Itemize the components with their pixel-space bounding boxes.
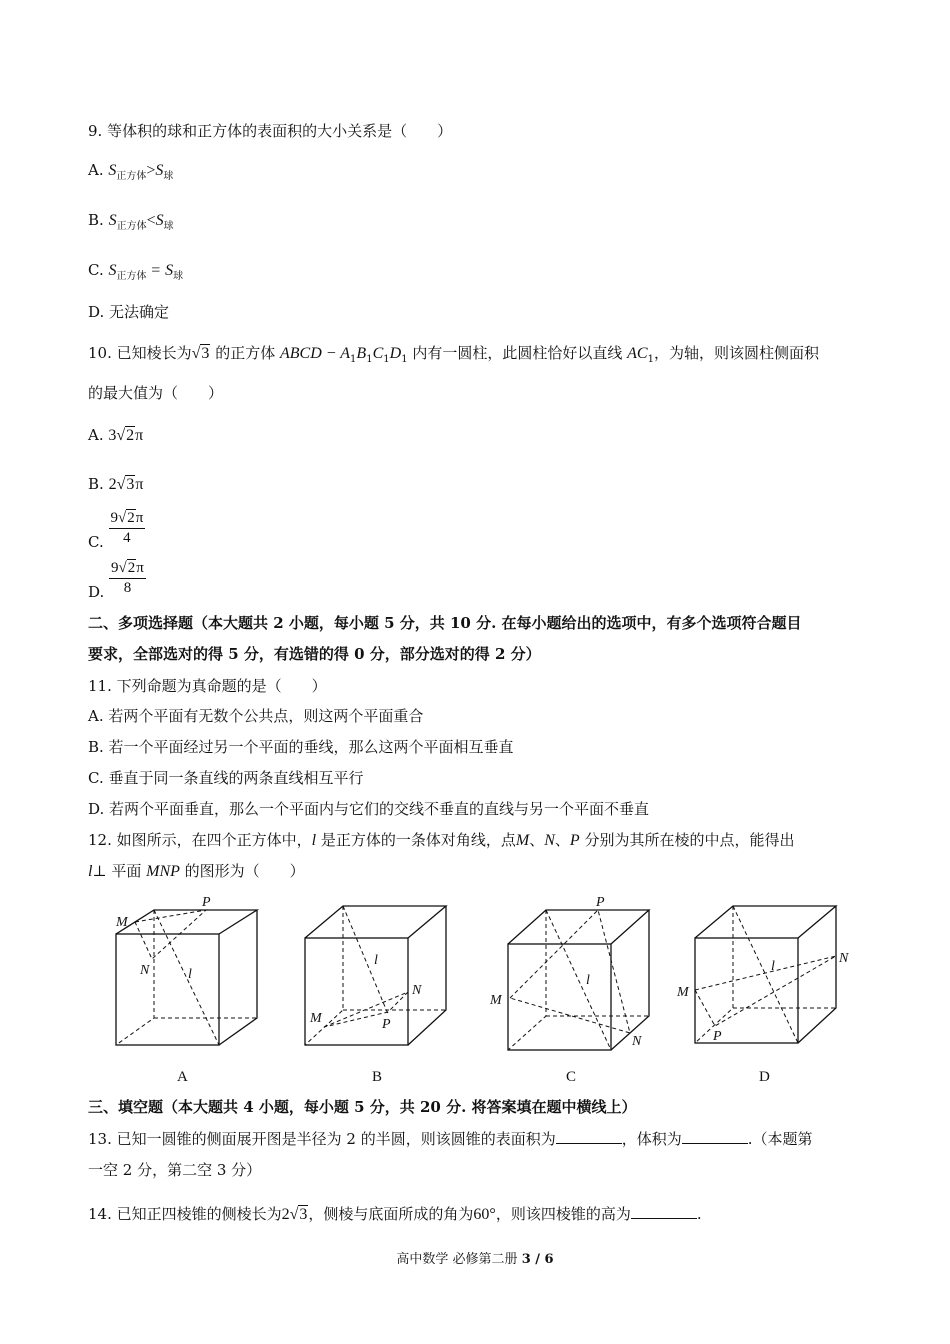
q14-stem: 14. 已知正四棱锥的侧棱长为2√3，侧棱与底面所成的角为60°，则该四棱锥的高为 . [88, 1205, 702, 1223]
cube-b-label-p: P [382, 1017, 391, 1032]
cube-d-diagonal-l [733, 906, 798, 1043]
page-footer: 高中数学 必修第二册 3 / 6 [396, 1252, 554, 1267]
cube-d-label-p: P [713, 1029, 722, 1044]
cube-b-hidden-edges [305, 906, 446, 1045]
cube-figure-d [675, 892, 855, 1061]
q9-option-d: D. 无法确定 [88, 303, 170, 321]
q11-option-a: A. 若两个平面有无数个公共点，则这两个平面重合 [88, 707, 424, 725]
cube-a-label-m: M [116, 915, 128, 930]
cube-c-label-m: M [490, 993, 502, 1008]
cube-d-visible-edges [695, 906, 836, 1043]
cube-a-label-n: N [140, 963, 150, 978]
q9-option-b: B. $S_{正方体}<S_球$ [88, 211, 174, 232]
cube-figure-a [110, 892, 260, 1061]
figure-caption-a: A [177, 1069, 188, 1085]
q14-blank[interactable] [631, 1204, 697, 1219]
cube-b-front-face [305, 938, 408, 1045]
page-number: 3 / 6 [521, 1252, 554, 1267]
cube-a-visible-edges [116, 910, 257, 1045]
cube-a-label-l: l [188, 967, 192, 982]
q10-option-c: C. $\frac{9√2\pi}{4}$ [88, 510, 144, 551]
q10-stem: 10. 已知棱长为√3 的正方体 ABCD − $A_1B_1C_1D_1$ 内有一圆柱，此圆柱恰好以直线 $AC_1$，为轴，则该圆柱侧面积 [88, 344, 819, 365]
q9-stem: 9. 等体积的球和正方体的表面积的大小关系是（ ） [88, 122, 453, 140]
cube-d-label-l: l [771, 959, 775, 974]
q10-option-b: B. 2√3π [88, 475, 144, 493]
q9-option-a: A. $S_{正方体}>S_球$ [88, 161, 174, 182]
cube-a-label-p: P [202, 895, 211, 910]
figure-caption-d: D [759, 1069, 770, 1085]
section2-heading: 二、多项选择题（本大题共 2 小题，每小题 5 分，共 10 分. 在每小题给出的选项中，有多个选项符合题目 [88, 614, 802, 632]
cube-a-front-face [116, 934, 219, 1045]
cube-figure-c [490, 892, 650, 1061]
cube-b-visible-edges [305, 906, 446, 1045]
q11-option-b: B. 若一个平面经过另一个平面的垂线，那么这两个平面相互垂直 [88, 738, 514, 756]
cube-c-diagonal-l [546, 910, 611, 1050]
q10-option-a: A. 3√2π [88, 426, 144, 444]
section2-heading-line2: 要求，全部选对的得 5 分，有选错的得 0 分，部分选对的得 2 分） [88, 645, 541, 663]
cube-b-label-n: N [412, 983, 422, 998]
cube-b-label-l: l [374, 953, 378, 968]
q12-stem-line2: l⊥ 平面 MNP 的图形为（ ） [88, 862, 305, 880]
q13-blank-1[interactable] [556, 1129, 622, 1144]
cube-b-label-m: M [310, 1011, 322, 1026]
cube-figure-b [300, 892, 450, 1061]
q10-stem-line2: 的最大值为（ ） [88, 384, 224, 402]
cube-d-label-n: N [839, 951, 849, 966]
q11-stem: 11. 下列命题为真命题的是（ ） [88, 677, 327, 695]
figure-caption-c: C [566, 1069, 577, 1085]
cube-a-diagonal-l [154, 910, 219, 1045]
q12-stem: 12. 如图所示，在四个正方体中，l 是正方体的一条体对角线，点M、N、P 分别为其所在棱的中点，能得出 [88, 831, 795, 849]
q10-option-d: D. $\frac{9√2\pi}{8}$ [88, 560, 144, 601]
q13-stem-line2: 一空 2 分，第二空 3 分） [88, 1161, 262, 1179]
q11-option-c: C. 垂直于同一条直线的两条直线相互平行 [88, 769, 364, 787]
q11-option-d: D. 若两个平面垂直，那么一个平面内与它们的交线不垂直的直线与另一个平面不垂直 [88, 800, 650, 818]
cube-b-diagonal-l [343, 906, 388, 1014]
cube-c-triangle-mnp [510, 910, 630, 1033]
cube-d-hidden-edges [695, 906, 836, 1043]
cube-d-label-m: M [677, 985, 689, 1000]
cube-c-label-p: P [596, 895, 605, 910]
section3-heading: 三、填空题（本大题共 4 小题，每小题 5 分，共 20 分. 将答案填在题中横线上） [88, 1098, 637, 1116]
q13-stem: 13. 已知一圆锥的侧面展开图是半径为 2 的半圆，则该圆锥的表面积为 ，体积为 .（本题第 [88, 1130, 813, 1148]
cube-c-front-face [508, 944, 611, 1050]
figure-caption-b: B [372, 1069, 383, 1085]
cube-d-front-face [695, 938, 798, 1043]
cube-d-triangle-mnp [695, 956, 836, 1026]
cube-c-label-n: N [632, 1034, 642, 1049]
q13-blank-2[interactable] [682, 1129, 748, 1144]
cube-a-hidden-edges [116, 910, 257, 1045]
q9-option-c: C. $S_{正方体} = S_球$ [88, 261, 184, 282]
cube-c-label-l: l [586, 973, 590, 988]
